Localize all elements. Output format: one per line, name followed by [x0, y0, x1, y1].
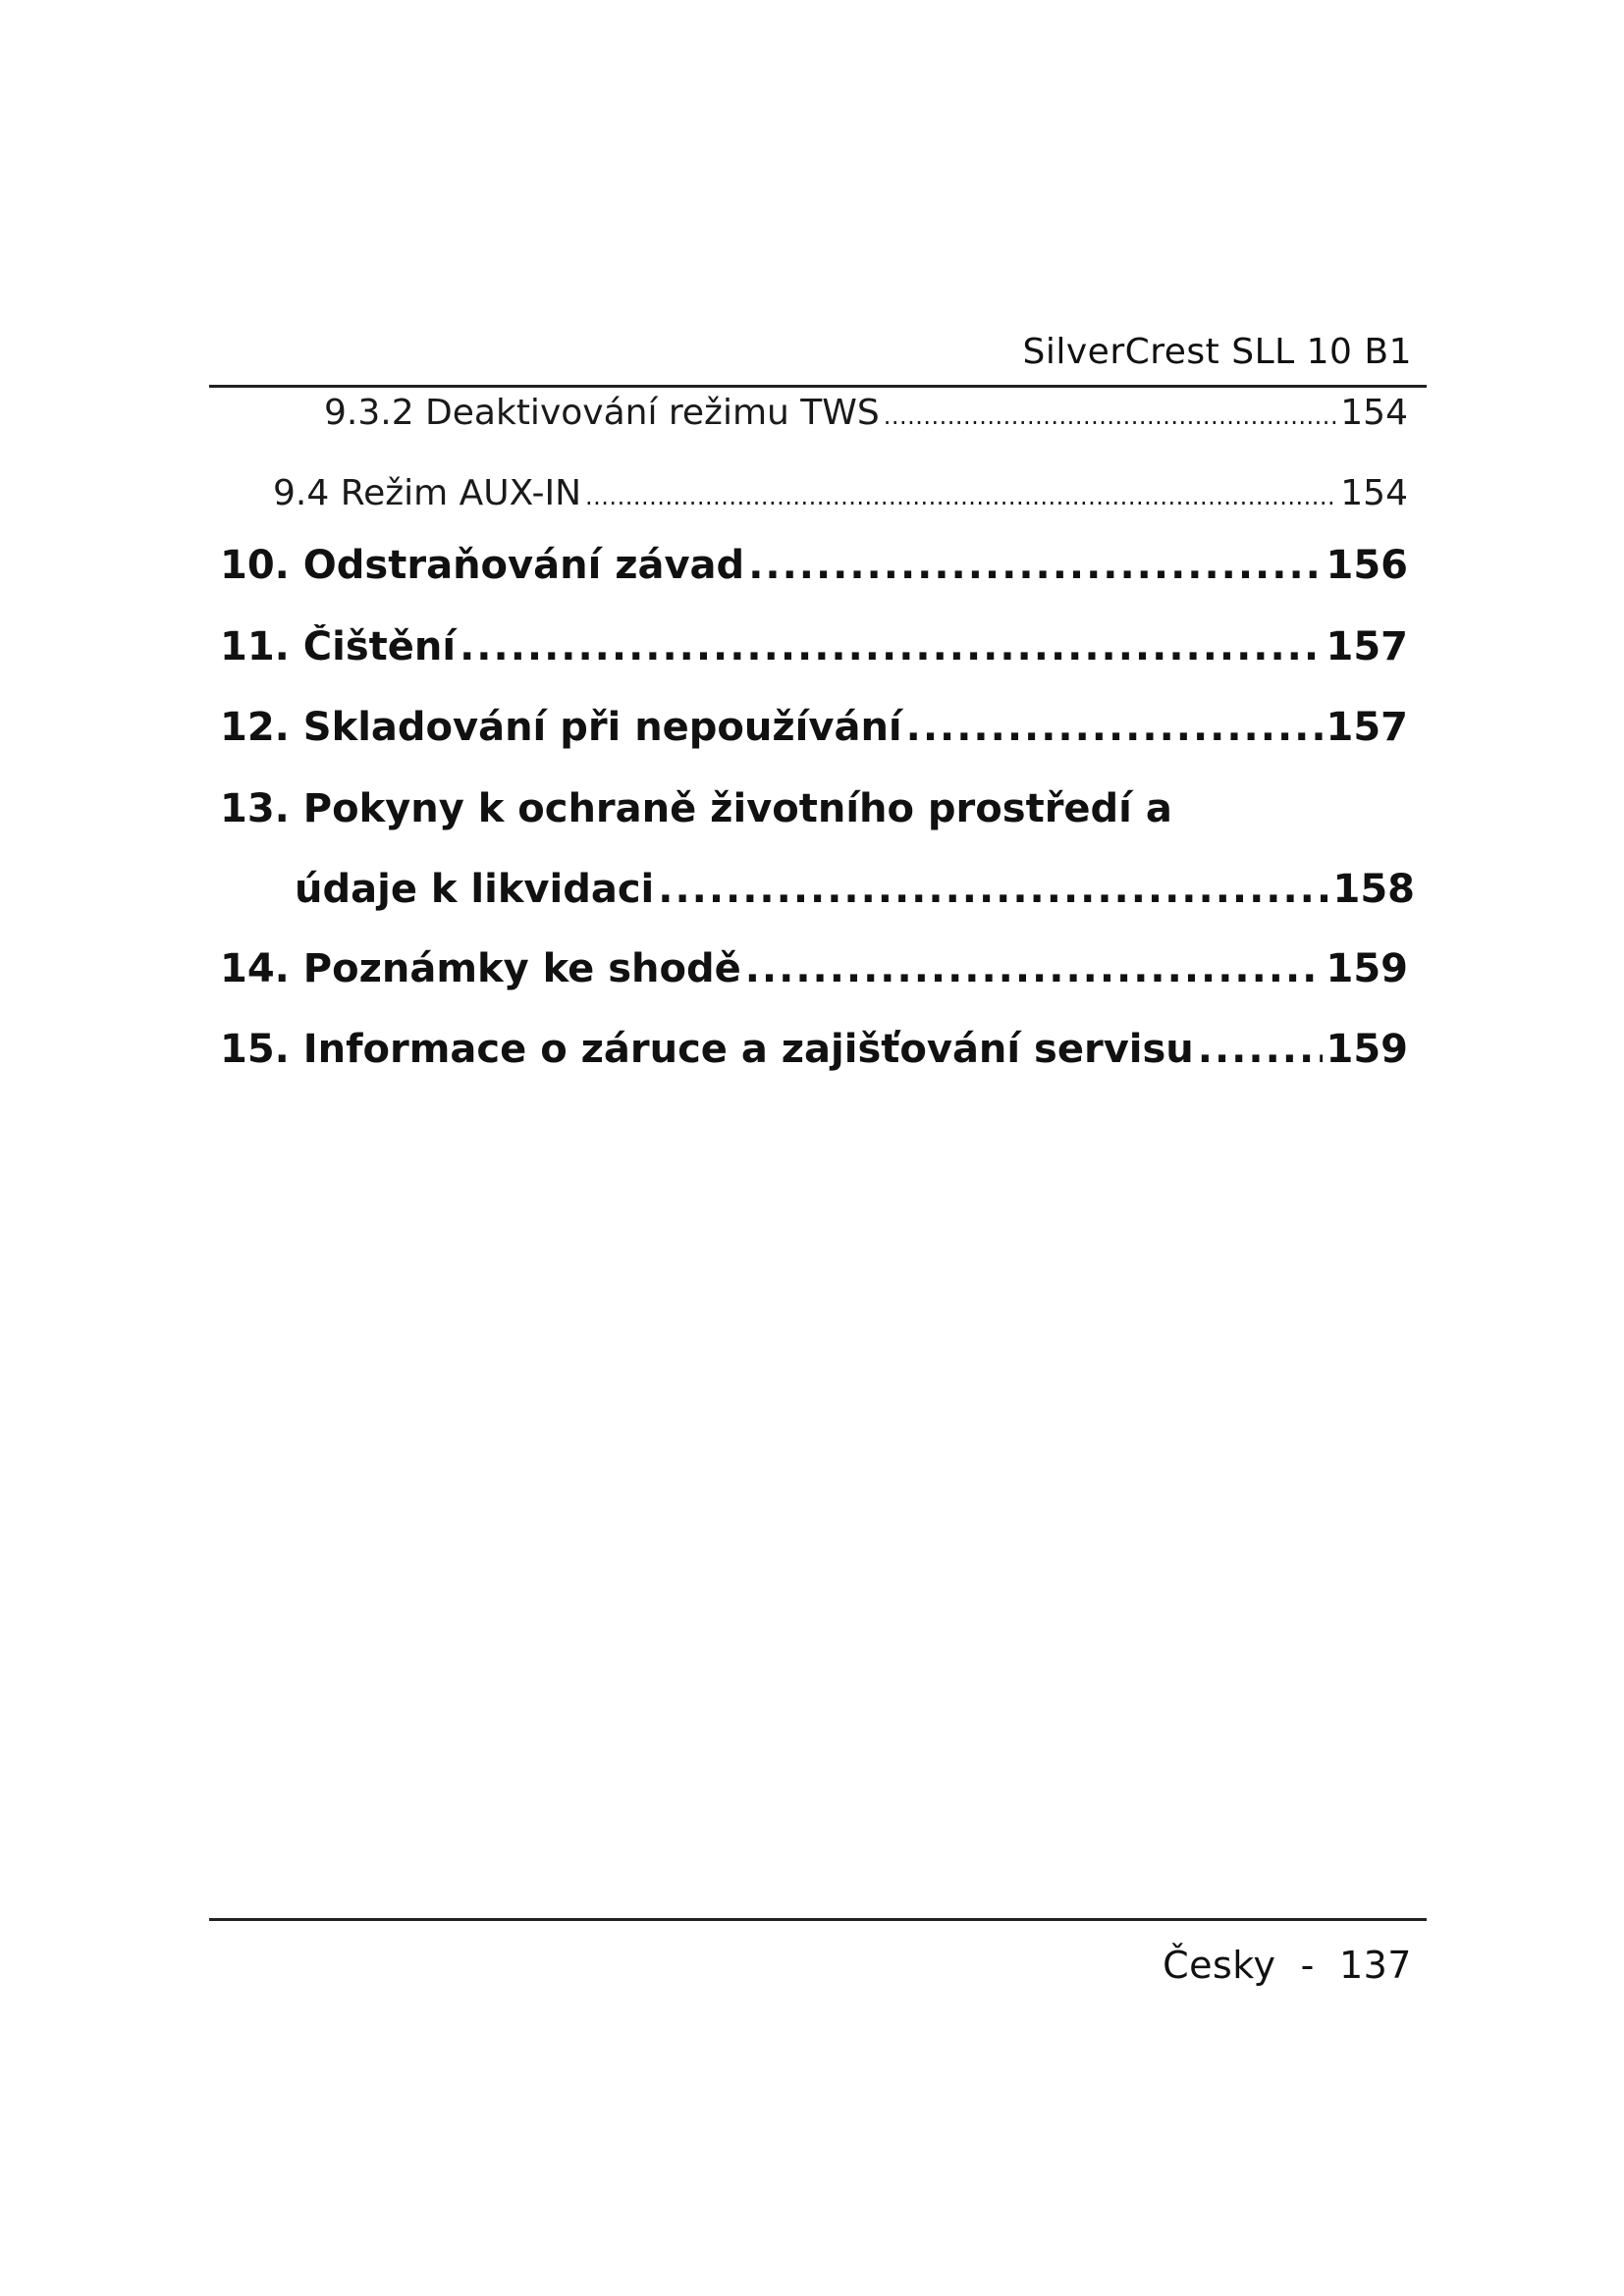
toc-leader-dots: [1198, 1027, 1323, 1072]
toc-leader-dots: [906, 705, 1323, 750]
header-rule: [209, 385, 1427, 388]
toc-leader-dots: [460, 624, 1322, 669]
toc-entry-11[interactable]: [220, 624, 1408, 669]
toc-entry-page: 154: [1340, 473, 1408, 513]
toc-entry-title: 14. Poznámky ke shodě: [220, 946, 741, 991]
toc-entry-13-title-line1[interactable]: 13. Pokyny k ochraně životního prostředí a: [220, 786, 1172, 831]
toc-leader-dots: [748, 543, 1322, 588]
toc-entry-title: 12. Skladování při nepoužívání: [220, 705, 902, 750]
toc-entry-title: 9.4 Režim AUX-IN: [273, 473, 582, 513]
toc-entry-14[interactable]: [220, 946, 1408, 991]
toc-leader-dots: [884, 402, 1337, 430]
toc-entry-page: 154: [1340, 393, 1408, 433]
toc-entry-9-3-2[interactable]: [324, 393, 1408, 433]
toc-entry-title: 11. Čištění: [220, 624, 457, 669]
toc-entry-title: údaje k likvidaci: [295, 867, 655, 912]
toc-entry-page: 159: [1326, 946, 1408, 991]
toc-entry-page: 156: [1326, 543, 1408, 588]
toc-entry-title: 15. Informace o záruce a zajišťování servisu: [220, 1027, 1194, 1072]
toc-entry-13[interactable]: [295, 867, 1415, 912]
toc-entry-title: 10. Odstraňování závad: [220, 543, 745, 588]
toc-entry-10[interactable]: [220, 543, 1408, 588]
toc-entry-page: 159: [1326, 1027, 1408, 1072]
toc-entry-title: 9.3.2 Deaktivování režimu TWS: [324, 393, 880, 433]
running-header: SilverCrest SLL 10 B1: [1022, 332, 1412, 372]
page-footer: Česky - 137: [1163, 1944, 1412, 1987]
toc-entry-9-4[interactable]: [273, 473, 1408, 513]
toc-entry-page: 157: [1326, 624, 1408, 669]
toc-entry-page: 158: [1332, 867, 1415, 912]
footer-rule: [209, 1918, 1427, 1921]
toc-leader-dots: [585, 483, 1336, 510]
toc-entry-15[interactable]: [220, 1027, 1408, 1072]
toc-leader-dots: [658, 867, 1328, 912]
toc-entry-12[interactable]: [220, 705, 1408, 750]
toc-entry-page: 157: [1326, 705, 1408, 750]
toc-leader-dots: [745, 946, 1323, 991]
